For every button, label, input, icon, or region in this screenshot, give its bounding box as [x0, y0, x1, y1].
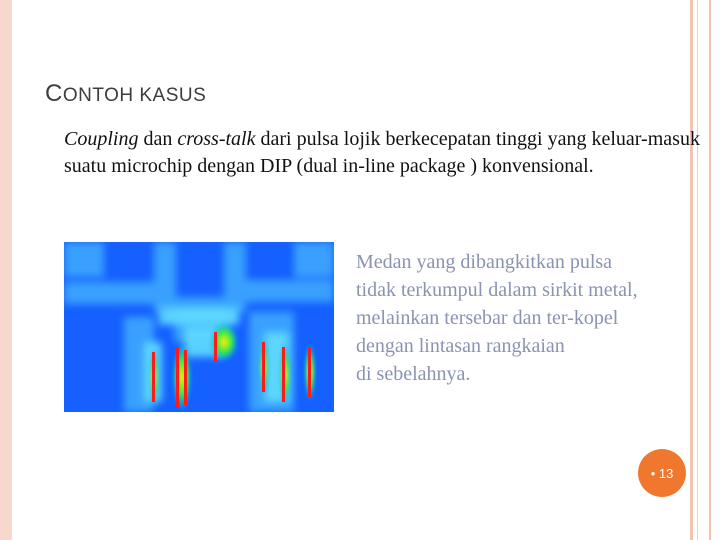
paragraph-text-1: dan [138, 128, 178, 150]
term-cross-talk: cross-talk [177, 128, 256, 150]
slide-paragraph [64, 126, 704, 180]
caption-line: di sebelahnya. [356, 363, 471, 385]
caption-line: tidak terkumpul dalam sirkit metal, [356, 279, 638, 301]
title-rest: ONTOH KASUS [62, 85, 207, 106]
caption-line: Medan yang dibangkitkan pulsa [356, 251, 613, 273]
image-caption [356, 248, 706, 388]
right-decorative-stripe [709, 0, 711, 540]
left-decorative-band [0, 0, 12, 540]
caption-line: melainkan tersebar dan ter-kopel [356, 307, 619, 329]
field-simulation-image [64, 242, 334, 412]
slide-title [45, 80, 206, 108]
caption-line: dengan lintasan rangkaian [356, 335, 565, 357]
term-coupling: Coupling [64, 128, 139, 150]
paragraph-text-2: dari pulsa lojik berkecepatan tinggi yang keluar-masuk suatu microchip dengan DIP (dual in-line package ) konvensional. [64, 128, 700, 177]
page-number-badge: • 13 [638, 449, 686, 497]
title-first-letter: C [45, 80, 63, 107]
